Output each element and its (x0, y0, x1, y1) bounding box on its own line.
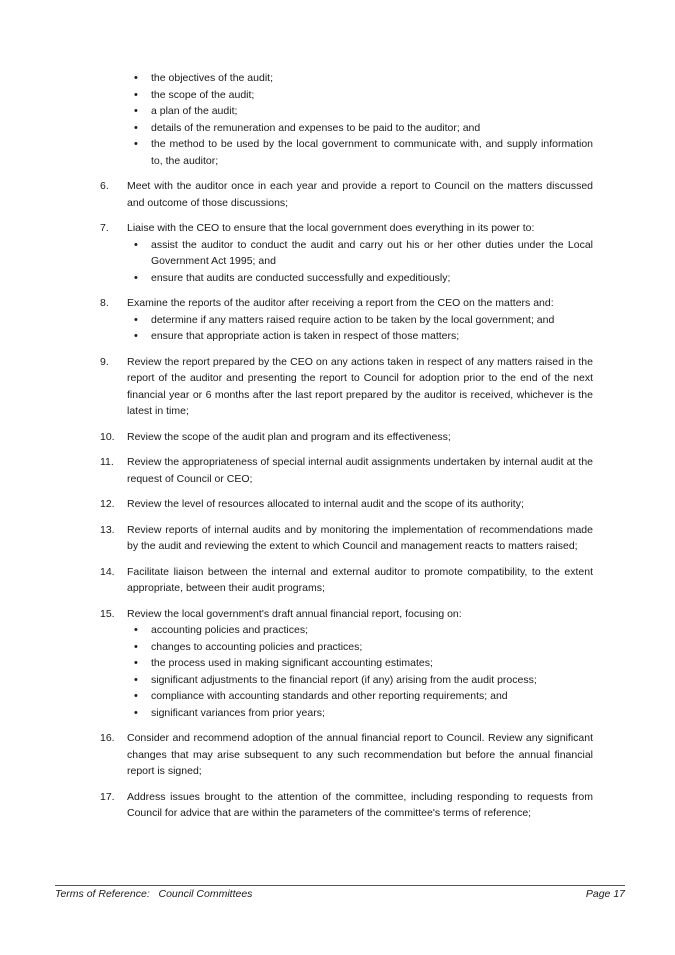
numbered-item-17 (100, 789, 593, 822)
numbered-item-16 (100, 730, 593, 780)
numbered-item-15 (100, 606, 593, 722)
list-item: • ensure that audits are conducted successfully and expeditiously; (133, 270, 593, 287)
numbered-item-14 (100, 564, 593, 597)
list-item: • a plan of the audit; (133, 103, 593, 120)
footer-document-title: Terms of Reference: Council Committees (55, 888, 253, 900)
list-item: • accounting policies and practices; (133, 622, 593, 639)
item-text: Liaise with the CEO to ensure that the local government does everything in its power to: (127, 222, 535, 234)
item-number: 11. (100, 456, 114, 468)
item-number: 6. (100, 180, 109, 192)
list-item: • compliance with accounting standards and other reporting requirements; and (133, 688, 593, 705)
item-number: 14. (100, 565, 115, 578)
numbered-list (100, 178, 593, 831)
list-item: • assist the auditor to conduct the audit and carry out his or her other duties under the Local Government Act 1995; and (133, 237, 593, 270)
sub-bullet-list (133, 312, 593, 345)
list-item: • details of the remuneration and expenses to be paid to the auditor; and (133, 120, 593, 137)
list-item: • the scope of the audit; (133, 87, 593, 104)
item-text: Review the local government's draft annual financial report, focusing on: (127, 607, 462, 620)
numbered-item-13 (100, 522, 593, 555)
numbered-item-12 (100, 496, 593, 513)
list-item: • significant variances from prior years; (133, 705, 593, 722)
numbered-item-11 (100, 454, 593, 487)
item-number: 17. (100, 790, 115, 803)
numbered-item-10 (100, 429, 593, 446)
numbered-item-7 (100, 220, 593, 286)
list-item: • the method to be used by the local government to communicate with, and supply information to, the auditor; (133, 136, 593, 169)
sub-bullet-list (133, 622, 593, 721)
item-number: 8. (100, 297, 109, 309)
item-text: Review the scope of the audit plan and program and its effectiveness; (127, 430, 451, 443)
item-number: 13. (100, 523, 115, 536)
list-item: • significant adjustments to the financial report (if any) arising from the audit process; (133, 672, 593, 689)
list-item: • changes to accounting policies and practices; (133, 639, 593, 656)
numbered-item-9 (100, 354, 593, 420)
item-text: Examine the reports of the auditor after receiving a report from the CEO on the matters and: (127, 297, 554, 309)
numbered-item-8 (100, 295, 593, 345)
list-item: • determine if any matters raised require action to be taken by the local government; and (133, 312, 593, 329)
footer-page-number: Page 17 (585, 888, 625, 900)
page-footer (55, 885, 625, 900)
list-item: • the objectives of the audit; (133, 70, 593, 87)
sub-bullet-list (133, 237, 593, 287)
list-item: • the process used in making significant accounting estimates; (133, 655, 593, 672)
item-number: 12. (100, 498, 115, 510)
list-item: • ensure that appropriate action is taken in respect of those matters; (133, 328, 593, 345)
top-bullet-list (133, 70, 593, 169)
item-number: 16. (100, 732, 115, 744)
item-number: 10. (100, 430, 115, 443)
item-text: Facilitate liaison between the internal and external auditor to promote compatibility, to the extent appropriate, between their audit programs; (127, 565, 593, 594)
item-number: 9. (100, 355, 109, 368)
item-text: Review reports of internal audits and by monitoring the implementation of recommendations made by the audit and reviewing the extent to which Council and management reacts to matters raised; (127, 523, 593, 552)
item-text: Review the level of resources allocated to internal audit and the scope of its authority; (127, 498, 524, 510)
item-text: Consider and recommend adoption of the annual financial report to Council. Review any significant changes that may arise subsequent to any such recommendation but before the annual financial report is signed; (127, 732, 593, 777)
item-number: 7. (100, 222, 109, 234)
item-text: Meet with the auditor once in each year and provide a report to Council on the matters discussed and outcome of those discussions; (127, 180, 593, 209)
item-text: Address issues brought to the attention of the committee, including responding to requests from Council for advice that are within the parameters of the committee's terms of reference; (127, 790, 593, 819)
numbered-item-6 (100, 178, 593, 211)
item-text: Review the appropriateness of special internal audit assignments undertaken by internal audit at the request of Council or CEO; (127, 456, 593, 485)
item-number: 15. (100, 607, 115, 620)
item-text: Review the report prepared by the CEO on any actions taken in respect of any matters raised in the report of the auditor and presenting the report to Council for adoption prior to the end of the next financial year or 6 months after the last report prepared by the auditor is received, whichever is the latest in time; (127, 355, 593, 417)
